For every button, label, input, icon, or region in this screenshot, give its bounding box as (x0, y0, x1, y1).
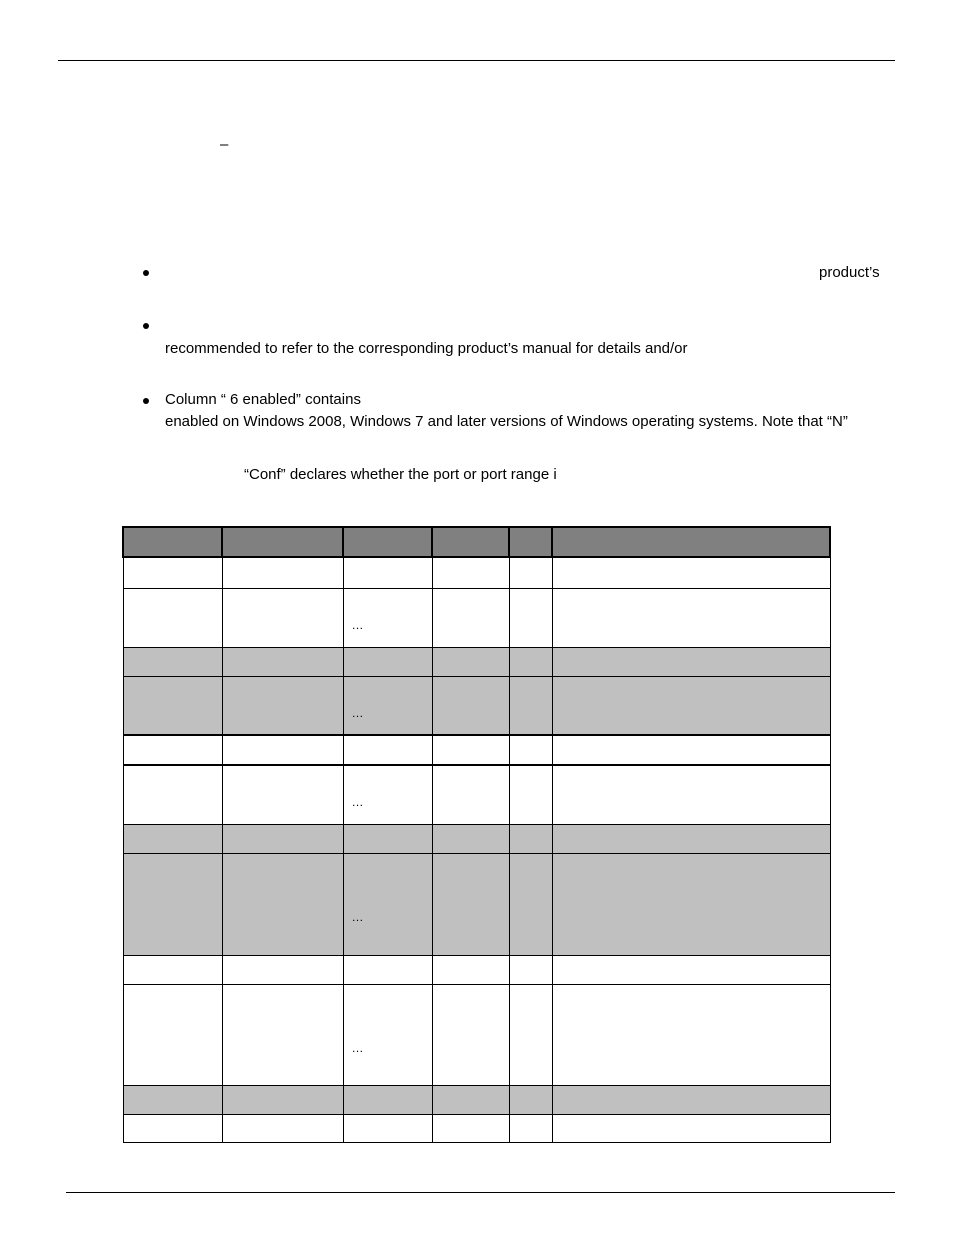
table-row (123, 557, 830, 588)
table-header-cell (222, 527, 343, 557)
table-row (123, 984, 830, 1085)
table-row (123, 1085, 830, 1114)
table-row (123, 824, 830, 853)
ellipsis-text: … (351, 909, 364, 924)
conf-note: “Conf” declares whether the port or port range i (244, 466, 557, 483)
ellipsis-text: … (351, 1040, 364, 1055)
bullet-icon (143, 323, 149, 329)
bullet-3-text-line2: enabled on Windows 2008, Windows 7 and later versions of Windows operating systems. Note that “N” (165, 413, 848, 430)
bullet-1-text-right: product’s (819, 264, 880, 281)
bullet-icon (143, 398, 149, 404)
bullet-2-text-line2: recommended to refer to the corresponding product’s manual for details and/or (165, 340, 688, 357)
table-header-cell (432, 527, 509, 557)
table-row (123, 735, 830, 765)
table-row (123, 1114, 830, 1142)
table-header-cell (123, 527, 222, 557)
bullet-icon (143, 270, 149, 276)
table-header-cell (552, 527, 830, 557)
ellipsis-text: … (351, 705, 364, 720)
table-row (123, 853, 830, 955)
intro-dash: – (220, 136, 229, 153)
ellipsis-text: … (351, 795, 364, 809)
ellipsis-text: … (351, 617, 364, 632)
bullet-3-text: Column “ 6 enabled” contains (165, 391, 361, 408)
ports-table (122, 526, 831, 1143)
table-header-cell (509, 527, 552, 557)
table-row (123, 765, 830, 824)
footer-rule (66, 1192, 895, 1193)
header-rule (58, 60, 895, 61)
table-header-cell (343, 527, 432, 557)
table-row (123, 955, 830, 984)
table-header-row (123, 527, 830, 557)
table-row (123, 676, 830, 735)
table-row (123, 647, 830, 676)
table-row (123, 588, 830, 647)
